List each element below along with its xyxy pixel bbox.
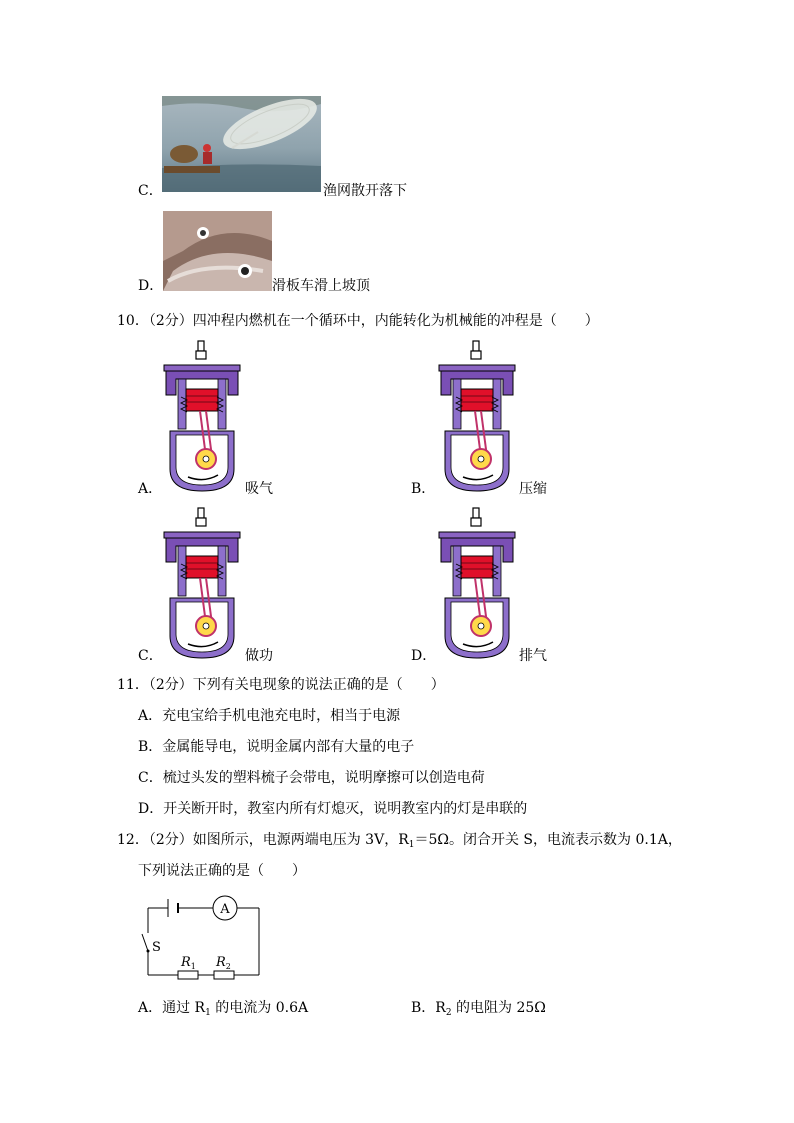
q12-option-b: B．$R_2$ 的电阻为 25Ω: [411, 1000, 546, 1018]
engine-diagram-intake: [160, 339, 244, 495]
q10-option-a-letter: A．: [138, 481, 163, 497]
switch-symbol: [142, 934, 148, 951]
q10-option-c-label: 做功: [245, 648, 273, 664]
option-c-text: 渔网散开落下: [323, 183, 407, 199]
fishing-net-photo: [162, 96, 321, 192]
circuit-diagram: [138, 893, 268, 983]
question-12-stem: 12．（2分）如图所示，电源两端电压为 3V，$R_1=5\Omega$。闭合开关 S，电流表示数为 0.1A，: [117, 832, 682, 850]
switch-label: S: [152, 940, 161, 955]
question-12-stem-line2: 下列说法正确的是（ ）: [138, 863, 306, 879]
q10-option-b-letter: B．: [411, 481, 436, 497]
option-d-letter: D．: [138, 278, 164, 294]
ammeter-label: A: [220, 902, 230, 917]
question-10-stem: 10．（2分）四冲程内燃机在一个循环中，内能转化为机械能的冲程是（ ）: [117, 313, 599, 329]
q10-option-a-label: 吸气: [245, 481, 273, 497]
q11-option-d: D．开关断开时，教室内所有灯熄灭，说明教室内的灯是串联的: [138, 801, 528, 817]
option-c-letter: C．: [138, 183, 163, 199]
resistor-r1: [178, 971, 198, 979]
scooter-ramp-photo: [163, 211, 272, 291]
q10-option-b-label: 压缩: [519, 481, 547, 497]
option-d-text: 滑板车滑上坡顶: [272, 278, 370, 294]
q10-option-d-label: 排气: [519, 648, 547, 664]
q11-option-b: B．金属能导电，说明金属内部有大量的电子: [138, 739, 415, 755]
engine-diagram-compression: [435, 339, 519, 495]
r1-label: $R_1$: [181, 955, 196, 971]
q10-option-d-letter: D．: [411, 648, 437, 664]
q11-option-c: C．梳过头发的塑料梳子会带电，说明摩擦可以创造电荷: [138, 770, 485, 786]
question-11-stem: 11．（2分）下列有关电现象的说法正确的是（ ）: [117, 677, 445, 693]
q11-option-a: A．充电宝给手机电池充电时，相当于电源: [138, 708, 401, 724]
resistor-r2: [214, 971, 234, 979]
r2-label: $R_2$: [216, 955, 231, 971]
engine-diagram-exhaust: [435, 506, 519, 662]
q12-option-a: A．通过 $R_1$ 的电流为 0.6A: [138, 1000, 309, 1018]
engine-diagram-power: [160, 506, 244, 662]
q10-option-c-letter: C．: [138, 648, 163, 664]
